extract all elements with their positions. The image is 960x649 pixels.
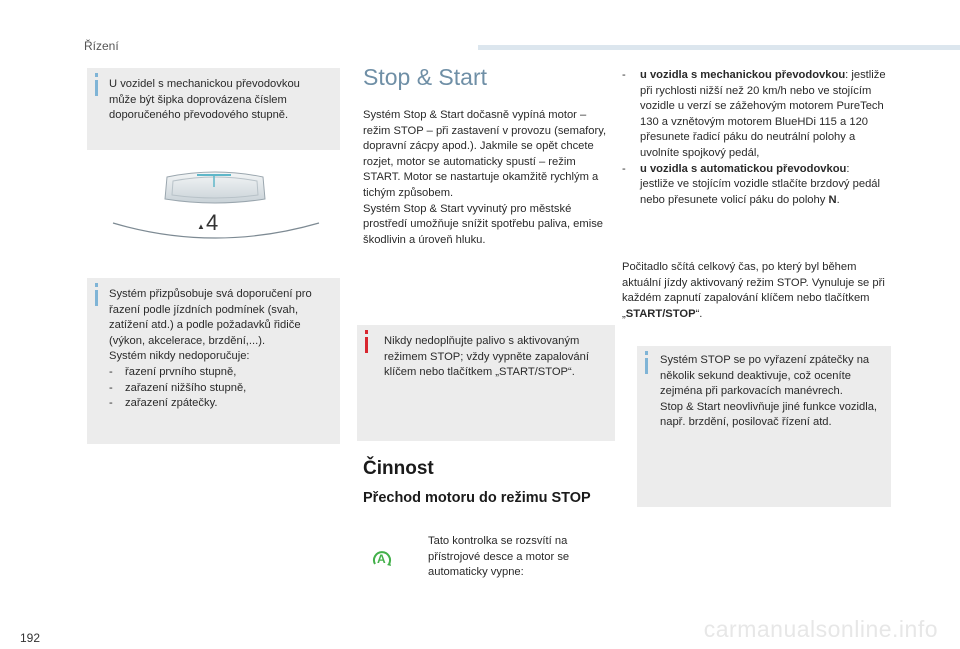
warning-text: Nikdy nedoplňujte palivo s aktivovaným režimem STOP; vždy vypněte zapalování klíčem nebo tlačítkem „START/STOP“. [384, 335, 589, 379]
list-item: - zařazení nižšího stupně, [109, 381, 247, 394]
note-paragraph: Systém přizpůsobuje svá doporučení pro řazení podle jízdních podmínek (svah, zatížení atd.) a podle požadavků řidiče (výkon, akcelerace, brzdění,...). [109, 288, 312, 347]
list-item: - řazení prvního stupně, [109, 365, 237, 378]
info-note-gear-arrow [87, 68, 340, 150]
watermark: carmanualsonline.info [703, 616, 938, 642]
counter-paragraph: Počitadlo sčítá celkový čas, po který byl během aktuální jízdy aktivovaný režim STOP. Vynuluje se při každém zapnutí zapalování klíčem nebo tlačítkem „START/STOP“. [622, 261, 885, 320]
info-icon [95, 73, 98, 77]
not-recommended-list [109, 365, 335, 412]
section-header: Řízení [84, 39, 119, 53]
indicator-letter: A [377, 552, 386, 566]
list-item: - u vozidla s mechanickou převodovkou: jestliže při rychlosti nižší než 20 km/h nebo ve stojícím vozidle u verzí se zážehovým motorem PureTech 130 a vznětovým motorem BlueHDi 115 a 120 přesunete řadicí páku do neutrální polohy a uvolníte spojkový pedál, [622, 69, 886, 159]
info-icon [95, 283, 98, 287]
info-icon [645, 351, 648, 355]
gear-number: 4 [206, 210, 219, 235]
gear-arrow-up: ▲ [197, 222, 205, 231]
section-title: Činnost [363, 458, 434, 479]
warning-icon [365, 330, 368, 334]
stop-conditions [622, 68, 886, 208]
conditions-list [622, 68, 886, 208]
list-item: - u vozidla s automatickou převodovkou: jestliže ve stojícím vozidle stlačíte brzdový pedál nebo přesunete volicí páku do polohy N. [622, 162, 881, 206]
note-paragraph: Systém STOP se po vyřazení zpátečky na několik sekund deaktivuje, což oceníte zejména při parkovacích manévrech. [660, 354, 870, 398]
eco-mode-indicator-icon [371, 548, 393, 570]
list-item: - zařazení zpátečky. [109, 397, 218, 410]
subsection-title: Přechod motoru do režimu STOP [363, 490, 591, 506]
intro-paragraph: Systém Stop & Start dočasně vypíná motor – režim STOP – při zastavení v provozu (semafory, dopravní zácpy apod.). Jakmile se opět chcete rozjet, motor se automaticky spustí – režim START. Motor se nastartuje okamžitě rychlým a tichým způsobem. [363, 109, 607, 199]
intro-paragraph: Systém Stop & Start vyvinutý pro městské prostředí umožňuje snížit spotřebu paliva, emise škodlivin a úroveň hluku. [363, 202, 604, 246]
info-note-recommendations [87, 278, 340, 444]
indicator-text: Tato kontrolka se rozsvítí na přístrojové desce a motor se automaticky vypne: [428, 535, 570, 579]
info-note-reverse [637, 346, 891, 507]
header-bar [478, 45, 960, 50]
warning-note [357, 325, 615, 441]
note-text: U vozidel s mechanickou převodovkou může být šipka doprovázena číslem doporučeného převodového stupně. [109, 78, 300, 122]
note-paragraph: Stop & Start neovlivňuje jiné funkce vozidla, např. brzdění, posilovač řízení atd. [660, 400, 878, 429]
intro-text [363, 108, 611, 248]
page-title: Stop & Start [363, 64, 488, 90]
page-number: 192 [20, 631, 41, 645]
note-paragraph: Systém nikdy nedoporučuje: [109, 350, 250, 363]
